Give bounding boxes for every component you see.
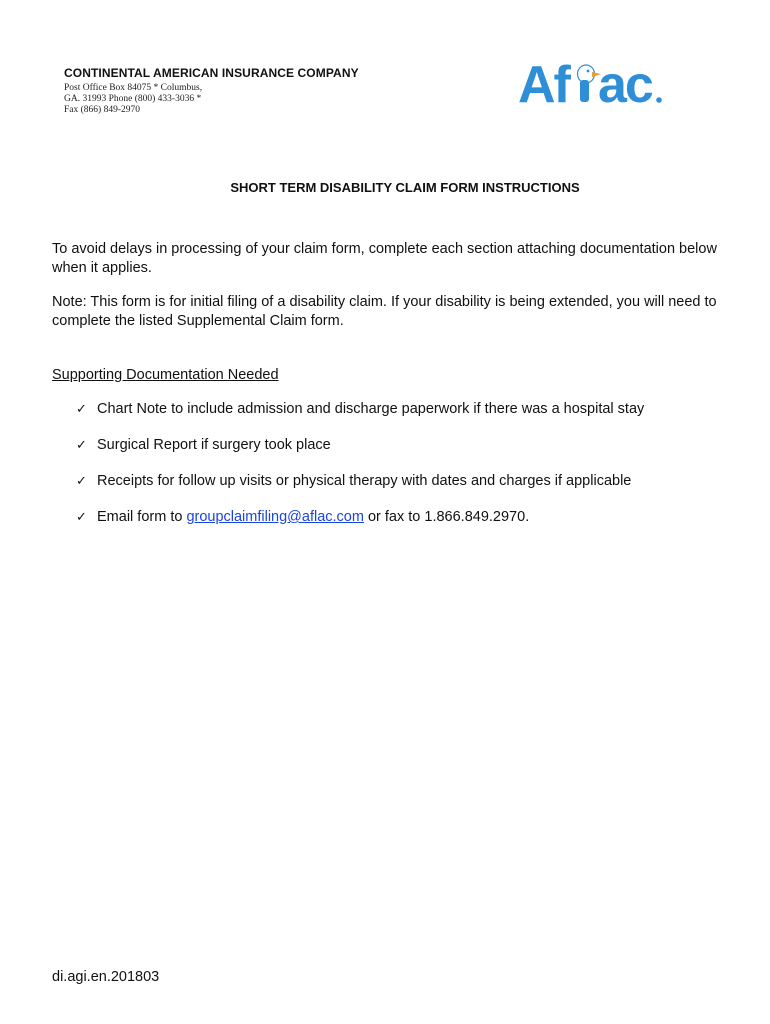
checkmark-icon: ✓ [76,402,87,417]
email-prefix-text: Email form to [97,509,187,525]
address-line-2: GA. 31993 Phone (800) 433-3036 * [64,94,202,104]
list-item-text: Chart Note to include admission and discharge paperwork if there was a hospital stay [97,401,645,417]
documentation-checklist [76,400,756,544]
company-name: CONTINENTAL AMERICAN INSURANCE COMPANY [64,66,359,80]
list-item [76,472,756,490]
list-item-text: Surgical Report if surgery took place [97,437,331,453]
address-line-1: Post Office Box 84075 * Columbus, [64,83,203,93]
note-paragraph: Note: This form is for initial filing of a disability claim. If your disability is being extended, you will need to complete the listed Supplemental Claim form. [52,294,717,329]
company-info [64,66,424,116]
checkmark-icon: ✓ [76,438,87,453]
email-suffix-text: or fax to 1.866.849.2970. [363,509,530,525]
intro-paragraph: To avoid delays in processing of your claim form, complete each section attaching documentation below when it applies. [52,241,717,276]
checkmark-icon: ✓ [76,474,87,489]
aflac-logo [518,56,668,112]
svg-text:Af: Af [518,56,569,112]
checkmark-icon: ✓ [76,510,87,525]
email-link[interactable]: groupclaimfiling@aflac.com [186,509,364,525]
list-item-text: Receipts for follow up visits or physical therapy with dates and charges if applicable [97,473,632,489]
svg-text:ac: ac [598,56,652,112]
list-item [76,400,756,418]
document-title: SHORT TERM DISABILITY CLAIM FORM INSTRUCTIONS [230,180,580,195]
list-item-email [76,508,756,526]
list-item [76,436,756,454]
form-code: di.agi.en.201803 [52,969,160,985]
address-line-3: Fax (866) 849-2970 [64,105,140,115]
supporting-documentation-heading: Supporting Documentation Needed [52,367,279,383]
